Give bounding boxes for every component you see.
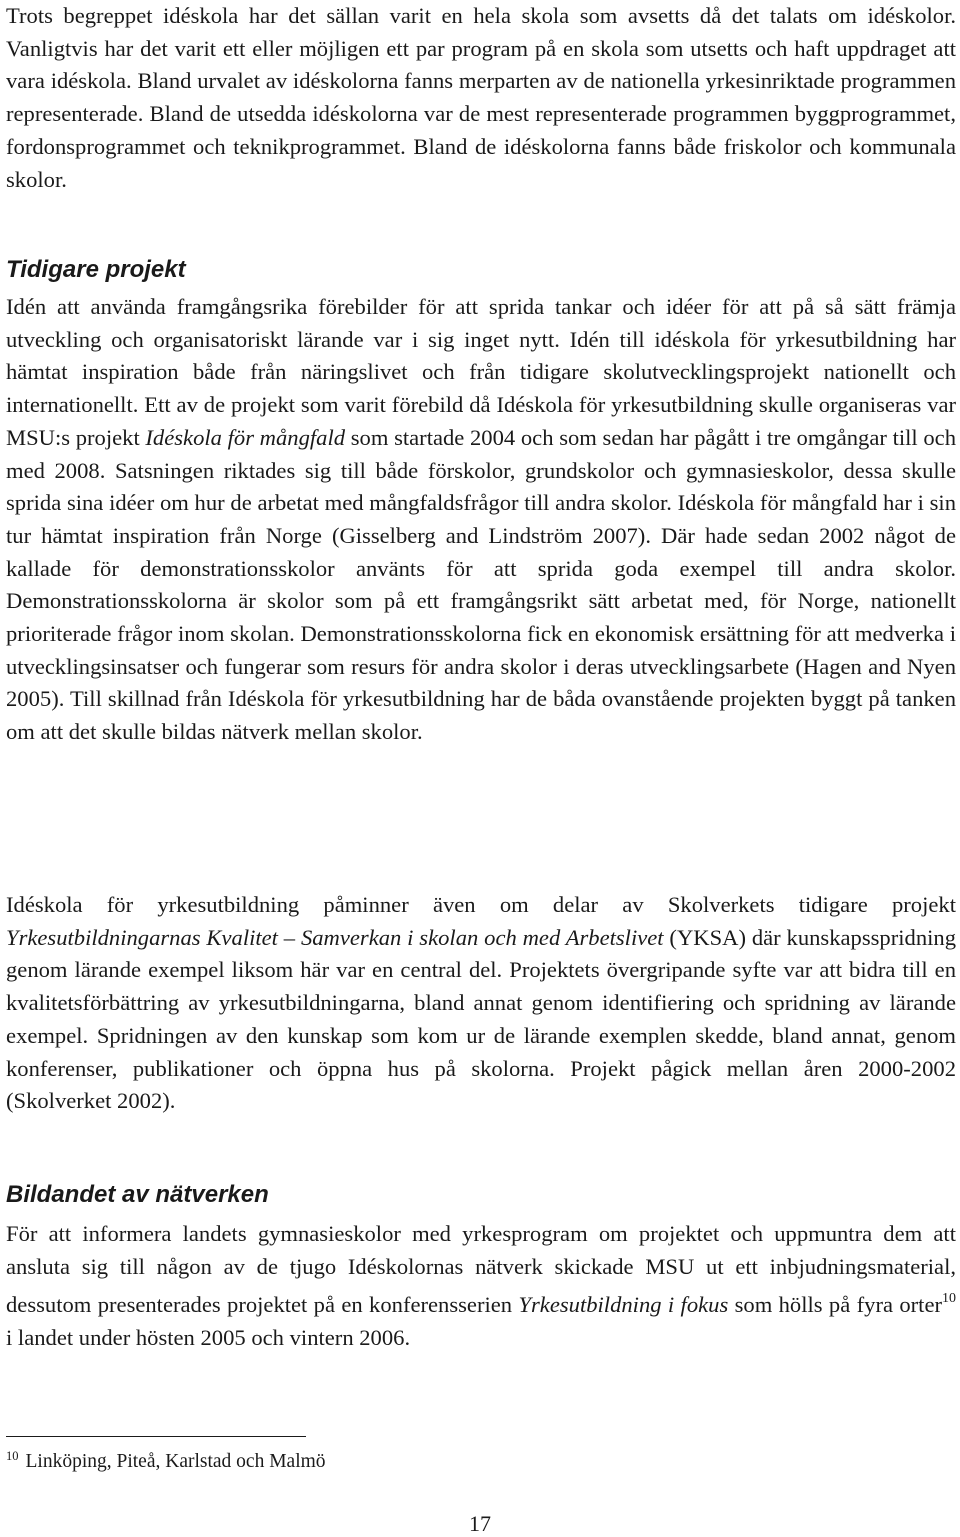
paragraph-text: För att informera landets gymnasieskolor med yrkesprogram om projektet och uppmuntra dem att ansluta sig till någon av de tjugo Idéskolornas nätverk skickade MSU ut ett inbjudningsmaterial, dessutom presenterades projektet på en konferensserien: [6, 1221, 956, 1318]
heading-bildandet-av-natverken: Bildandet av nätverken: [6, 1181, 269, 1208]
paragraph-text: Idén att använda framgångsrika förebilder för att sprida tankar och idéer för att på så sätt främja utveckling och organisatoriskt lärande var i sig inget nytt. Idén till idéskola för yrkesutbildning har hämtat inspiration både från näringslivet och från tidigare skolutvecklingsprojekt nationellt och internationellt. Ett av de projekt som varit förebild då Idéskola för yrkesutbildning skulle organiseras var MSU:s projekt: [6, 294, 956, 450]
footnote-divider: [6, 1436, 306, 1437]
page-number: 17: [469, 1511, 491, 1536]
footnote-reference[interactable]: 10: [942, 1291, 957, 1307]
footnote-mark: 10: [6, 1449, 19, 1463]
italic-title-yrkesutbildning-i-fokus: Yrkesutbildning i fokus: [518, 1292, 729, 1318]
paragraph-text: i landet under hösten 2005 och vintern 2006.: [6, 1325, 411, 1351]
paragraph-text: som hölls på fyra orter: [728, 1292, 943, 1318]
paragraph-text: som startade 2004 och som sedan har pågått i tre omgångar till och med 2008. Satsningen riktades sig till både förskolor, grundskolor och gymnasieskolor, dessa skulle sprida sina idéer om hur de arbetat med mångfaldsfrågor till andra skolor. Idéskola för mångfald har i sin tur hämtat inspiration från Norge (Gisselberg and Lindström 2007). Där hade sedan 2002 något de kallade för demonstrationsskolor använts för att sprida goda exempel till andra skolor. Demonstrationsskolorna är skolor som på ett framgångsrikt sätt arbetat med, för Norge, nationellt prioriterade frågor inom skolan. Demonstrationsskolorna fick en ekonomisk ersättning för att medverka i utvecklingsinsatser och fungerar som resurs för andra skolor i deras utvecklingsarbete (Hagen and Nyen 2005). Till skillnad från Idéskola för yrkesutbildning har de båda ovanstående projekten byggt på tanken om att det skulle bildas nätverk mellan skolor.: [6, 424, 956, 745]
footnote: [6, 1443, 326, 1475]
paragraph-text: (YKSA) där kunskapsspridning genom lärande exempel liksom här var en central del. Projektets övergripande syfte var att bidra till en kvalitetsförbättring av yrkesutbildningarna, bland annat genom identifiering och spridning av lärande exempel. Spridningen av den kunskap som kom ur de lärande exemplen skedde, bland annat, genom konferenser, publikationer och öppna hus på skolorna. Projekt pågick mellan åren 2000-2002 (Skolverket 2002).: [6, 924, 956, 1114]
heading-tidigare-projekt: Tidigare projekt: [6, 256, 186, 283]
paragraph-bildandet: [6, 1218, 956, 1355]
italic-title-yksa: Yrkesutbildningarnas Kvalitet – Samverkan i skolan och med Arbetslivet: [6, 924, 664, 950]
paragraph-ideskola-intro: Trots begreppet idéskola har det sällan varit en hela skola som avsetts då det talats om idéskolor. Vanligtvis har det varit ett eller möjligen ett par program på en skola som utsetts och haft uppdraget att vara idéskola. Bland urvalet av idéskolorna fanns merparten av de nationella yrkesinriktade programmen representerade. Bland de utsedda idéskolorna var de mest representerade programmen byggprogrammet, fordonsprogrammet och teknikprogrammet. Bland de idéskolorna fanns både friskolor och kommunala skolor.: [6, 3, 956, 192]
paragraph-tidigare-projekt: [6, 291, 956, 749]
paragraph-text: Idéskola för yrkesutbildning påminner även om delar av Skolverkets tidigare projekt: [6, 892, 956, 917]
italic-title-ideskola-for-mangfald: Idéskola för mångfald: [145, 424, 346, 450]
paragraph-yksa: [6, 889, 956, 1118]
footnote-text: Linköping, Piteå, Karlstad och Malmö: [25, 1451, 326, 1472]
